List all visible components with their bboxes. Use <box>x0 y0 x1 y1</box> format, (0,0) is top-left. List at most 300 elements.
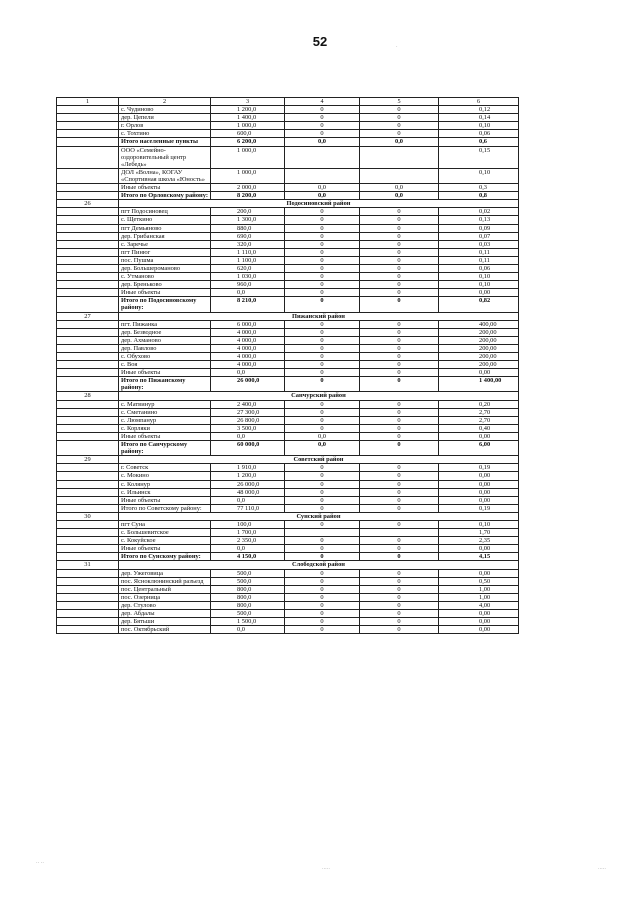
value-cell: 0 <box>285 585 360 593</box>
value-cell: 0,82 <box>439 297 519 312</box>
district-number: 30 <box>57 512 119 520</box>
table-row <box>57 336 519 344</box>
value-cell: 0,07 <box>439 232 519 240</box>
locality-cell: ДОЛ «Волна», КОГАУ «Спортивная школа «Юность» <box>119 168 211 183</box>
locality-cell: пос. Озерница <box>119 593 211 601</box>
value-cell: 1 100,0 <box>211 256 285 264</box>
district-name: Сунский район <box>119 512 519 520</box>
locality-cell: дер. Бреньково <box>119 281 211 289</box>
row-number-cell <box>57 472 119 480</box>
value-cell: 0 <box>360 569 439 577</box>
value-cell: 1 000,0 <box>211 168 285 183</box>
value-cell: 960,0 <box>211 281 285 289</box>
row-number-cell <box>57 361 119 369</box>
value-cell: 0 <box>285 569 360 577</box>
column-header: 6 <box>439 98 519 106</box>
value-cell <box>285 168 360 183</box>
value-cell: 0,10 <box>439 273 519 281</box>
row-number-cell <box>57 248 119 256</box>
locality-cell: дер. Цепели <box>119 114 211 122</box>
row-number-cell <box>57 441 119 456</box>
row-number-cell <box>57 400 119 408</box>
value-cell: 0 <box>360 601 439 609</box>
value-cell: 0 <box>285 610 360 618</box>
table-row <box>57 328 519 336</box>
locality-cell: с. Сметанино <box>119 408 211 416</box>
value-cell: 0,0 <box>211 545 285 553</box>
value-cell: 2,70 <box>439 408 519 416</box>
row-number-cell <box>57 328 119 336</box>
total-row <box>57 138 519 146</box>
row-number-cell <box>57 496 119 504</box>
locality-cell: Итого по Сунскому району: <box>119 553 211 561</box>
row-number-cell <box>57 192 119 200</box>
value-cell: 0,03 <box>439 240 519 248</box>
value-cell: 500,0 <box>211 610 285 618</box>
value-cell: 0 <box>285 281 360 289</box>
value-cell: 0 <box>285 553 360 561</box>
value-cell: 0,0 <box>285 184 360 192</box>
value-cell: 0 <box>360 545 439 553</box>
table-row <box>57 618 519 626</box>
value-cell: 0,8 <box>439 192 519 200</box>
total-row <box>57 441 519 456</box>
value-cell: 0 <box>285 216 360 224</box>
value-cell: 0,00 <box>439 369 519 377</box>
value-cell: 0,11 <box>439 248 519 256</box>
value-cell: 0 <box>285 248 360 256</box>
scan-speck: ·· ·· <box>36 860 44 866</box>
value-cell: 0,0 <box>360 192 439 200</box>
value-cell: 0 <box>285 520 360 528</box>
value-cell: 0 <box>285 208 360 216</box>
value-cell: 1 000,0 <box>211 122 285 130</box>
value-cell: 1 400,00 <box>439 377 519 392</box>
value-cell: 0 <box>285 496 360 504</box>
value-cell: 0,40 <box>439 424 519 432</box>
locality-cell: Итого по Советскому району: <box>119 504 211 512</box>
row-number-cell <box>57 408 119 416</box>
locality-cell: Иные объекты <box>119 184 211 192</box>
value-cell: 0 <box>285 593 360 601</box>
value-cell: 6 000,0 <box>211 320 285 328</box>
value-cell: 0 <box>360 328 439 336</box>
table-row <box>57 432 519 440</box>
value-cell: 0 <box>285 361 360 369</box>
district-number: 28 <box>57 392 119 400</box>
value-cell: 0 <box>285 601 360 609</box>
table-row <box>57 416 519 424</box>
district-number: 27 <box>57 312 119 320</box>
value-cell: 0,00 <box>439 432 519 440</box>
value-cell: 0,00 <box>439 480 519 488</box>
locality-cell: пгт Демьяново <box>119 224 211 232</box>
value-cell: 0 <box>360 256 439 264</box>
value-cell: 0,10 <box>439 122 519 130</box>
value-cell: 3 500,0 <box>211 424 285 432</box>
value-cell: 0 <box>360 472 439 480</box>
table-row <box>57 248 519 256</box>
value-cell: 0 <box>285 232 360 240</box>
locality-cell: с. Большевитское <box>119 529 211 537</box>
value-cell: 0,14 <box>439 114 519 122</box>
total-row <box>57 192 519 200</box>
table-row <box>57 537 519 545</box>
row-number-cell <box>57 464 119 472</box>
value-cell: 0,19 <box>439 504 519 512</box>
value-cell: 0,13 <box>439 216 519 224</box>
table-row <box>57 122 519 130</box>
value-cell: 0 <box>360 248 439 256</box>
table-row <box>57 529 519 537</box>
row-number-cell <box>57 273 119 281</box>
table-row <box>57 480 519 488</box>
locality-cell: пос. Октябрьский <box>119 626 211 634</box>
table-row <box>57 289 519 297</box>
row-number-cell <box>57 281 119 289</box>
table-row <box>57 593 519 601</box>
value-cell: 0,00 <box>439 610 519 618</box>
value-cell: 0 <box>285 240 360 248</box>
value-cell: 0 <box>285 488 360 496</box>
district-header-row <box>57 200 519 208</box>
value-cell: 0 <box>360 424 439 432</box>
value-cell: 0,00 <box>439 289 519 297</box>
locality-cell: дер. Абдалы <box>119 610 211 618</box>
value-cell: 4 000,0 <box>211 336 285 344</box>
page-number: 52 <box>312 34 328 49</box>
value-cell: 0 <box>285 353 360 361</box>
table-row <box>57 504 519 512</box>
value-cell: 400,00 <box>439 320 519 328</box>
value-cell: 0 <box>285 537 360 545</box>
value-cell: 0,06 <box>439 130 519 138</box>
row-number-cell <box>57 488 119 496</box>
locality-cell: пгт Пинюг <box>119 248 211 256</box>
table-row <box>57 344 519 352</box>
value-cell: 200,00 <box>439 328 519 336</box>
value-cell: 0 <box>360 106 439 114</box>
row-number-cell <box>57 168 119 183</box>
value-cell: 0 <box>360 577 439 585</box>
value-cell: 200,00 <box>439 361 519 369</box>
value-cell: 0,0 <box>211 432 285 440</box>
value-cell: 0 <box>360 264 439 272</box>
value-cell: 0,06 <box>439 264 519 272</box>
table-row <box>57 232 519 240</box>
row-number-cell <box>57 106 119 114</box>
value-cell: 0 <box>285 464 360 472</box>
column-header: 2 <box>119 98 211 106</box>
value-cell: 0,0 <box>211 369 285 377</box>
locality-cell: пос. Пушма <box>119 256 211 264</box>
locality-cell: дер. Павлово <box>119 344 211 352</box>
district-name: Слободской район <box>119 561 519 569</box>
value-cell: 800,0 <box>211 585 285 593</box>
locality-cell: Иные объекты <box>119 369 211 377</box>
locality-cell: с. Утманово <box>119 273 211 281</box>
row-number-cell <box>57 130 119 138</box>
table-row <box>57 216 519 224</box>
locality-cell: дер. Безводное <box>119 328 211 336</box>
value-cell: 0 <box>360 240 439 248</box>
value-cell: 0 <box>285 480 360 488</box>
table-row <box>57 240 519 248</box>
locality-cell: Иные объекты <box>119 545 211 553</box>
value-cell: 0,20 <box>439 400 519 408</box>
value-cell: 100,0 <box>211 520 285 528</box>
locality-cell: г. Советск <box>119 464 211 472</box>
value-cell: 4,15 <box>439 553 519 561</box>
value-cell: 6 200,0 <box>211 138 285 146</box>
value-cell: 0 <box>285 377 360 392</box>
district-name: Советский район <box>119 456 519 464</box>
row-number-cell <box>57 577 119 585</box>
value-cell: 1 300,0 <box>211 216 285 224</box>
value-cell: 77 110,0 <box>211 504 285 512</box>
value-cell: 0 <box>360 344 439 352</box>
value-cell: 0 <box>360 130 439 138</box>
locality-cell: пос. Ясноклюнинский разъезд <box>119 577 211 585</box>
value-cell: 2 000,0 <box>211 184 285 192</box>
value-cell: 800,0 <box>211 601 285 609</box>
value-cell: 0 <box>360 488 439 496</box>
value-cell: 0 <box>285 289 360 297</box>
value-cell: 1,00 <box>439 585 519 593</box>
value-cell: 0,00 <box>439 618 519 626</box>
row-number-cell <box>57 264 119 272</box>
table-row <box>57 585 519 593</box>
locality-cell: дер. Стулово <box>119 601 211 609</box>
value-cell: 2 350,0 <box>211 537 285 545</box>
row-number-cell <box>57 208 119 216</box>
value-cell: 0 <box>360 336 439 344</box>
row-number-cell <box>57 369 119 377</box>
district-number: 31 <box>57 561 119 569</box>
value-cell: 0 <box>360 504 439 512</box>
locality-cell: пос. Центральный <box>119 585 211 593</box>
value-cell: 1 200,0 <box>211 106 285 114</box>
table-row <box>57 264 519 272</box>
table-row <box>57 400 519 408</box>
value-cell: 0 <box>360 416 439 424</box>
value-cell: 0 <box>285 130 360 138</box>
value-cell: 0 <box>360 369 439 377</box>
value-cell: 0 <box>285 297 360 312</box>
locality-cell: с. Кокуйское <box>119 537 211 545</box>
value-cell: 0,09 <box>439 224 519 232</box>
value-cell: 0 <box>360 297 439 312</box>
district-header-row <box>57 312 519 320</box>
value-cell: 620,0 <box>211 264 285 272</box>
column-header: 3 <box>211 98 285 106</box>
row-number-cell <box>57 537 119 545</box>
value-cell: 0 <box>285 416 360 424</box>
value-cell: 0 <box>360 232 439 240</box>
table-row <box>57 472 519 480</box>
table-row <box>57 353 519 361</box>
table-row <box>57 577 519 585</box>
row-number-cell <box>57 336 119 344</box>
row-number-cell <box>57 289 119 297</box>
value-cell: 500,0 <box>211 569 285 577</box>
value-cell: 0,11 <box>439 256 519 264</box>
locality-cell: Итого по Подосиновскому району: <box>119 297 211 312</box>
locality-cell: ООО «Семейно-оздоровительный центр «Лебедь» <box>119 146 211 168</box>
district-header-row <box>57 456 519 464</box>
locality-cell: с. Люмпанур <box>119 416 211 424</box>
row-number-cell <box>57 618 119 626</box>
value-cell: 0 <box>285 577 360 585</box>
value-cell: 0,10 <box>439 281 519 289</box>
locality-cell: г. Орлов <box>119 122 211 130</box>
value-cell: 0 <box>360 361 439 369</box>
value-cell: 0 <box>360 585 439 593</box>
value-cell: 0 <box>285 344 360 352</box>
table-row <box>57 114 519 122</box>
district-header-row <box>57 561 519 569</box>
value-cell: 0,02 <box>439 208 519 216</box>
value-cell: 320,0 <box>211 240 285 248</box>
table-row <box>57 106 519 114</box>
total-row <box>57 377 519 392</box>
value-cell: 0,12 <box>439 106 519 114</box>
locality-cell: с. Мокино <box>119 472 211 480</box>
district-header-row <box>57 392 519 400</box>
value-cell: 8 200,0 <box>211 192 285 200</box>
value-cell: 0,3 <box>439 184 519 192</box>
value-cell: 0 <box>285 626 360 634</box>
value-cell: 1 500,0 <box>211 618 285 626</box>
value-cell: 200,00 <box>439 336 519 344</box>
row-number-cell <box>57 146 119 168</box>
value-cell: 0,15 <box>439 146 519 168</box>
scan-speck: ····· <box>322 866 330 872</box>
column-header: 5 <box>360 98 439 106</box>
row-number-cell <box>57 122 119 130</box>
row-number-cell <box>57 480 119 488</box>
table-row <box>57 424 519 432</box>
value-cell <box>360 168 439 183</box>
value-cell: 0,6 <box>439 138 519 146</box>
row-number-cell <box>57 138 119 146</box>
value-cell: 0,19 <box>439 464 519 472</box>
value-cell: 0 <box>360 400 439 408</box>
row-number-cell <box>57 232 119 240</box>
locality-cell: дер. Бятьши <box>119 618 211 626</box>
locality-cell: пгт Подосиновец <box>119 208 211 216</box>
value-cell: 0,0 <box>360 138 439 146</box>
value-cell: 0,0 <box>211 626 285 634</box>
value-cell: 27 300,0 <box>211 408 285 416</box>
value-cell <box>360 529 439 537</box>
value-cell: 26 000,0 <box>211 480 285 488</box>
scan-speck: ····· <box>598 866 606 872</box>
value-cell: 0 <box>360 289 439 297</box>
value-cell: 0 <box>285 273 360 281</box>
table-row <box>57 569 519 577</box>
table-row <box>57 130 519 138</box>
table-row <box>57 464 519 472</box>
value-cell: 880,0 <box>211 224 285 232</box>
value-cell: 26 000,0 <box>211 377 285 392</box>
table-row <box>57 369 519 377</box>
value-cell: 0,00 <box>439 569 519 577</box>
value-cell: 0,00 <box>439 488 519 496</box>
locality-cell: с. Тохтино <box>119 130 211 138</box>
locality-cell: с. Воя <box>119 361 211 369</box>
value-cell: 6,00 <box>439 441 519 456</box>
district-header-row <box>57 512 519 520</box>
row-number-cell <box>57 224 119 232</box>
value-cell: 0 <box>285 122 360 130</box>
value-cell: 0 <box>360 593 439 601</box>
locality-cell: Итого по Орловскому району: <box>119 192 211 200</box>
row-number-cell <box>57 344 119 352</box>
value-cell: 0 <box>360 432 439 440</box>
value-cell: 0 <box>285 328 360 336</box>
locality-cell: Итого по Пижанскому району: <box>119 377 211 392</box>
value-cell: 1 200,0 <box>211 472 285 480</box>
value-cell <box>285 529 360 537</box>
locality-cell: Иные объекты <box>119 432 211 440</box>
value-cell: 0 <box>360 320 439 328</box>
value-cell: 0 <box>360 496 439 504</box>
data-table <box>56 97 519 634</box>
value-cell: 4 000,0 <box>211 353 285 361</box>
value-cell: 0 <box>360 553 439 561</box>
value-cell: 0 <box>285 504 360 512</box>
value-cell: 0 <box>360 208 439 216</box>
row-number-cell <box>57 432 119 440</box>
value-cell: 0 <box>285 256 360 264</box>
value-cell <box>360 146 439 168</box>
locality-cell: пгт Суна <box>119 520 211 528</box>
value-cell: 0 <box>360 377 439 392</box>
value-cell: 0 <box>360 122 439 130</box>
value-cell: 0,0 <box>211 289 285 297</box>
table-row <box>57 361 519 369</box>
value-cell: 1 000,0 <box>211 146 285 168</box>
value-cell: 600,0 <box>211 130 285 138</box>
value-cell <box>285 146 360 168</box>
table-row <box>57 224 519 232</box>
value-cell: 500,0 <box>211 577 285 585</box>
table-row <box>57 520 519 528</box>
row-number-cell <box>57 240 119 248</box>
value-cell: 0,10 <box>439 520 519 528</box>
district-number: 29 <box>57 456 119 464</box>
locality-cell: с. Ильинск <box>119 488 211 496</box>
table-row <box>57 610 519 618</box>
value-cell: 0 <box>360 216 439 224</box>
value-cell: 0 <box>360 353 439 361</box>
row-number-cell <box>57 114 119 122</box>
table-row <box>57 545 519 553</box>
value-cell: 0,00 <box>439 626 519 634</box>
row-number-cell <box>57 424 119 432</box>
total-row <box>57 297 519 312</box>
value-cell: 200,0 <box>211 208 285 216</box>
value-cell: 0 <box>360 281 439 289</box>
value-cell: 0,0 <box>285 441 360 456</box>
value-cell: 4 000,0 <box>211 361 285 369</box>
value-cell: 4 000,0 <box>211 344 285 352</box>
value-cell: 1 700,0 <box>211 529 285 537</box>
value-cell: 0 <box>285 424 360 432</box>
row-number-cell <box>57 504 119 512</box>
value-cell: 0,0 <box>285 432 360 440</box>
